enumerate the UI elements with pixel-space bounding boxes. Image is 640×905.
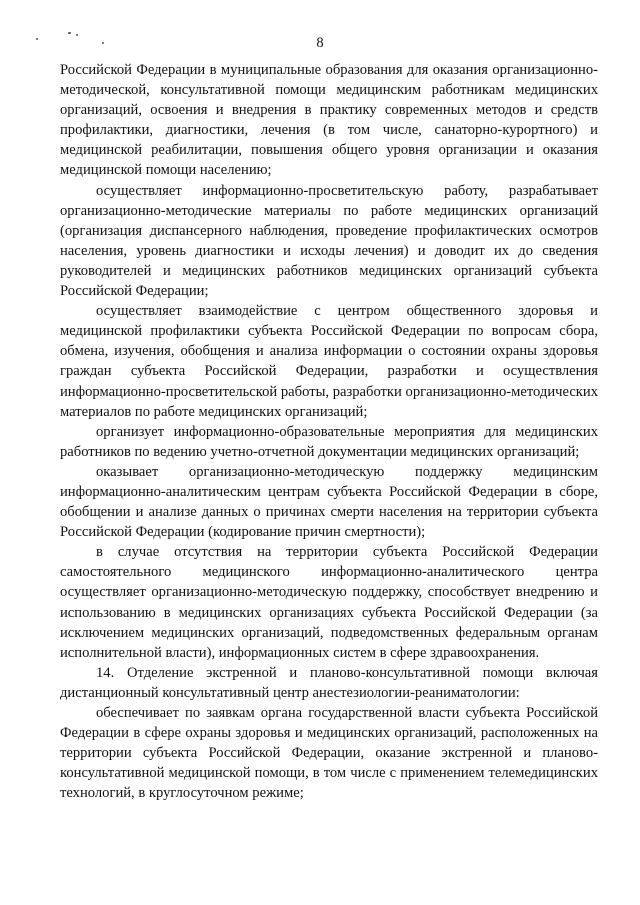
paragraph: организует информационно-образовательные мероприятия для медицинских работников по ведению учетно-отчетной документации медицинских организаций; <box>60 423 598 460</box>
paragraph: оказывает организационно-методическую поддержку медицинским информационно-аналитическим центрам субъекта Российской Федерации в сборе, обобщении и анализе данных о причинах смерти населения на территории субъекта Российской Федерации (кодирование причин смертности); <box>60 463 598 541</box>
paragraph-continuation: Российской Федерации в муниципальные образования для оказания организационно-методической, консультативной помощи медицинским работникам медицинских организаций, освоения и внедрения в практику современных методов и средств профилактики, диагностики, лечения (в том числе, санаторно-курортного) и медицинской реабилитации, повышения общего уровня организации и оказания медицинской помощи населению; <box>60 62 598 179</box>
paragraph: осуществляет информационно-просветительскую работу, разрабатывает организационно-методические материалы по работе медицинских организаций (организация диспансерного наблюдения, проведение профилактических осмотров населения, уровень диагностики и исходы лечения) и доводит их до сведения руководителей и медицинских работников медицинских организаций субъекта Российской Федерации; <box>60 182 598 300</box>
section-heading-paragraph: 14. Отделение экстренной и планово-консультативной помощи включая дистанционный консультативный центр анестезиологии-реаниматологии: <box>60 664 598 701</box>
document-body <box>60 60 598 803</box>
paragraph: в случае отсутствия на территории субъекта Российской Федерации самостоятельного медицинского информационно-аналитического центра осуществляет организационно-методическую поддержку, способствует внедрению и использованию в медицинских организациях субъекта Российской Федерации (за исключением медицинских организаций, подведомственных федеральным органам исполнительной власти), информационных систем в сфере здравоохранения. <box>60 544 598 661</box>
page-number: 8 <box>316 35 324 51</box>
paragraph: обеспечивает по заявкам органа государственной власти субъекта Российской Федерации в сфере охраны здоровья и медицинских организаций, расположенных на территории субъекта Российской Федерации, оказание экстренной и планово-консультативной медицинской помощи, в том числе с применением телемедицинских технологий, в круглосуточном режиме; <box>60 705 598 802</box>
paragraph: осуществляет взаимодействие с центром общественного здоровья и медицинской профилактики субъекта Российской Федерации по вопросам сбора, обмена, изучения, обобщения и анализа информации о состоянии охраны здоровья граждан субъекта Российской Федерации, разработки и осуществления информационно-просветительской работы, разработки организационно-методических материалов по работе медицинских организаций; <box>60 303 598 420</box>
